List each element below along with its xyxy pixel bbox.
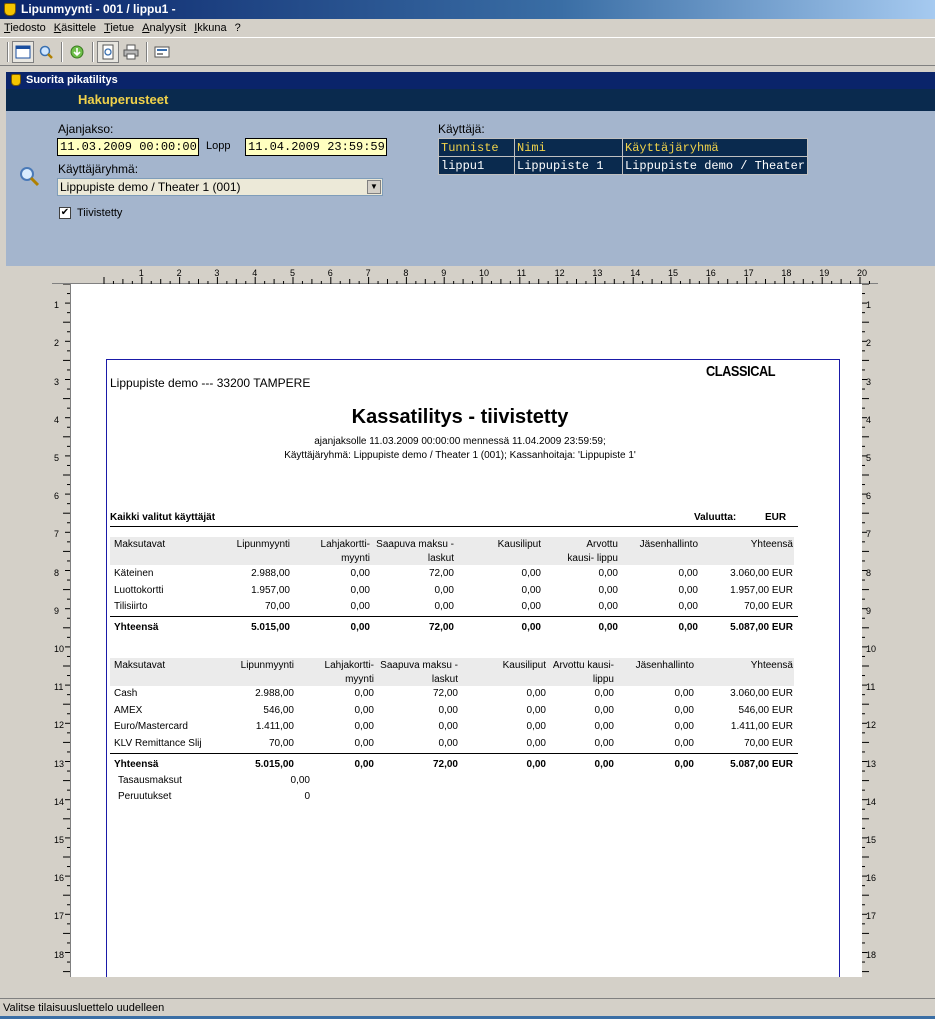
search-button[interactable] — [35, 41, 57, 63]
table1-header: Lipunmyynti — [236, 539, 290, 550]
table1-cell: 0,00 — [434, 585, 454, 596]
currency-label: Valuutta: — [694, 512, 737, 523]
ruler-number: 10 — [866, 644, 877, 654]
ruler-number: 12 — [554, 268, 565, 278]
table2-total-label: Yhteensä — [114, 759, 159, 770]
table1-cell: 2.988,00 — [251, 568, 290, 579]
toolbar-separator — [7, 42, 9, 62]
ruler-number: 11 — [866, 682, 876, 693]
panel-title: Suorita pikatilitys — [26, 74, 118, 86]
table1-cell: 0,00 — [521, 585, 541, 596]
table2-cell: KLV Remittance Slij — [114, 738, 202, 749]
table2-cell: 546,00 EUR — [738, 705, 793, 716]
condensed-checkbox[interactable]: ✔ — [60, 207, 70, 218]
ruler-number: 16 — [705, 268, 716, 278]
table1-header: Lahjakortti- — [320, 539, 370, 550]
table2-header: Arvottu kausi- — [552, 660, 614, 671]
ruler-number: 14 — [866, 796, 877, 807]
window-view-button[interactable] — [12, 41, 34, 63]
ruler-number: 18 — [781, 268, 792, 278]
menu-bar — [0, 19, 935, 38]
ruler-number: 10 — [479, 268, 490, 278]
table2-cell: 3.060,00 EUR — [730, 688, 793, 699]
start-date-input[interactable]: 11.03.2009 00:00:00 — [57, 138, 199, 156]
table1-header: Yhteensä — [750, 539, 793, 550]
ruler-number: 14 — [54, 796, 65, 807]
ruler-number: 6 — [866, 491, 872, 502]
menu-tietue[interactable]: Tietue — [104, 22, 135, 34]
table1-cell: 3.060,00 EUR — [730, 568, 793, 579]
ruler-number: 2 — [866, 338, 872, 349]
ruler-number: 2 — [176, 268, 182, 278]
table2-cell: AMEX — [114, 705, 143, 716]
summary-value: 0,00 — [290, 775, 310, 786]
ruler-number: 20 — [857, 268, 868, 278]
table1-cell: 0,00 — [521, 568, 541, 579]
ruler-number: 17 — [54, 911, 65, 922]
ruler-number: 7 — [54, 529, 60, 540]
user-name-cell[interactable]: Lippupiste 1 — [515, 157, 623, 175]
table2-total-cell: 5.087,00 EUR — [730, 759, 793, 770]
panel-titlebar — [6, 72, 935, 89]
export-icon — [154, 44, 170, 60]
ruler-number: 9 — [54, 605, 60, 616]
ruler-number: 13 — [866, 758, 877, 769]
table1-total-cell: 0,00 — [521, 622, 541, 633]
user-col-name[interactable]: Nimi — [515, 139, 623, 157]
ruler-number: 2 — [54, 338, 60, 349]
ruler-number: 18 — [866, 949, 877, 960]
report-subtitle-2: Käyttäjäryhmä: Lippupiste demo / Theater 1 (001); Kassanhoitaja: 'Lippupiste 1' — [284, 450, 636, 461]
ruler-number: 10 — [54, 644, 65, 654]
user-group-label: Käyttäjäryhmä: — [58, 162, 139, 176]
ruler-number: 15 — [866, 835, 877, 845]
ruler-number: 6 — [54, 491, 60, 502]
ruler-number: 12 — [866, 720, 877, 731]
table1-header: Jäsenhallinto — [639, 539, 698, 550]
toolbar — [0, 38, 935, 66]
ruler-number: 3 — [866, 376, 872, 387]
report-subtitle-1: ajanjaksolle 11.03.2009 00:00:00 mennessä 11.04.2009 23:59:59; — [314, 436, 606, 447]
status-text: Valitse tilaisuusluettelo uudelleen — [3, 1002, 165, 1014]
table2-cell: Euro/Mastercard — [114, 721, 188, 732]
chevron-down-icon[interactable]: ▼ — [367, 180, 381, 194]
ruler-number: 8 — [866, 567, 872, 578]
user-col-id[interactable]: Tunniste — [439, 139, 515, 157]
ruler-number: 1 — [138, 268, 144, 278]
summary-label: Peruutukset — [118, 791, 172, 802]
ruler-number: 3 — [54, 376, 60, 387]
table1-total-cell: 5.015,00 — [251, 622, 290, 633]
table2-cell: 0,00 — [354, 688, 374, 699]
ruler-number: 16 — [54, 873, 65, 884]
table2-cell: 0,00 — [674, 688, 694, 699]
table2-cell: 0,00 — [594, 705, 614, 716]
table1-cell: 1.957,00 — [251, 585, 290, 596]
table2-header: Lipunmyynti — [240, 660, 294, 671]
ruler-number: 4 — [54, 414, 60, 425]
table1-cell: 0,00 — [521, 601, 541, 612]
print-preview-button[interactable] — [97, 41, 119, 63]
ruler-number: 15 — [54, 835, 65, 845]
table2-cell: 2.988,00 — [255, 688, 294, 699]
table2-total-cell: 72,00 — [432, 759, 458, 770]
ruler-number: 13 — [592, 268, 603, 278]
ruler-number: 1 — [866, 300, 872, 311]
table1-cell: 70,00 EUR — [744, 601, 793, 612]
user-table-row[interactable] — [439, 157, 808, 175]
ruler-number: 11 — [54, 682, 64, 693]
table2-cell: 0,00 — [674, 705, 694, 716]
summary-label: Tasausmaksut — [118, 775, 182, 786]
table1-cell: 0,00 — [350, 601, 370, 612]
user-table — [438, 138, 808, 175]
table1-cell: 0,00 — [598, 601, 618, 612]
ruler-number: 1 — [54, 300, 60, 311]
table2-cell: 0,00 — [526, 688, 546, 699]
ruler-number: 17 — [866, 911, 877, 922]
table2-total-cell: 5.015,00 — [255, 759, 294, 770]
table2-cell: 0,00 — [354, 721, 374, 732]
download-icon — [69, 44, 85, 60]
table1-header: Saapuva maksu - — [376, 539, 454, 550]
ruler-number: 5 — [54, 453, 60, 463]
ruler-number: 4 — [252, 268, 258, 278]
user-id-cell[interactable]: lippu1 — [439, 157, 515, 175]
end-label: Lopp — [206, 140, 231, 152]
table1-cell: Tilisiirto — [114, 601, 148, 612]
table1-header: laskut — [427, 553, 454, 564]
table2-cell: 0,00 — [526, 738, 546, 749]
table2-header: lippu — [592, 674, 614, 685]
table2-cell: 0,00 — [526, 721, 546, 732]
ruler-number: 19 — [819, 268, 830, 278]
table2-cell: 0,00 — [594, 688, 614, 699]
search-criteria-header: Hakuperusteet — [6, 89, 935, 111]
table2-cell: 70,00 — [268, 738, 294, 749]
report-title: Kassatilitys - tiivistetty — [351, 406, 569, 428]
ruler-number: 13 — [54, 758, 65, 769]
table2-header: Maksutavat — [114, 660, 166, 671]
app-icon — [4, 3, 16, 16]
table1-total-label: Yhteensä — [114, 622, 159, 633]
export-button[interactable] — [151, 41, 173, 63]
table2-cell: 0,00 — [594, 721, 614, 732]
table2-cell: 0,00 — [526, 705, 546, 716]
user-group-value: Lippupiste demo / Theater 1 (001) — [60, 180, 241, 194]
table1-cell: Luottokortti — [114, 585, 164, 596]
table2-header: Kausiliput — [502, 660, 546, 671]
table1-cell: 0,00 — [350, 585, 370, 596]
table2-header: Lahjakortti- — [324, 660, 374, 671]
ruler-number: 17 — [743, 268, 754, 278]
condensed-label: Tiivistetty — [77, 207, 123, 219]
divider — [110, 526, 798, 527]
summary-value: 0 — [304, 791, 310, 802]
table1-cell: 70,00 — [264, 601, 290, 612]
table1-cell: 0,00 — [598, 585, 618, 596]
user-group-cell[interactable]: Lippupiste demo / Theater — [623, 157, 808, 175]
table2-cell: 0,00 — [594, 738, 614, 749]
table1-total-cell: 5.087,00 EUR — [730, 622, 793, 633]
toolbar-separator — [146, 42, 148, 62]
ruler-number: 5 — [866, 453, 872, 463]
menu-kasittele[interactable]: Käsittele — [53, 22, 96, 34]
classical-logo: CLASSICAL — [706, 363, 776, 380]
table1-header: kausi- lippu — [567, 553, 618, 564]
table1-total-cell: 0,00 — [350, 622, 370, 633]
window-title: Lipunmyynti - 001 / lippu1 - — [21, 2, 176, 16]
end-date-input[interactable]: 11.04.2009 23:59:59 — [245, 138, 387, 156]
table2-cell: 0,00 — [438, 721, 458, 732]
toolbar-separator — [92, 42, 94, 62]
ruler-number: 9 — [441, 268, 447, 278]
ruler-number: 11 — [516, 268, 527, 278]
ruler-number: 15 — [668, 268, 679, 278]
table2-header: Saapuva maksu - — [380, 660, 458, 671]
app-icon — [11, 74, 21, 86]
print-button[interactable] — [120, 41, 142, 63]
table2-header: myynti — [345, 674, 374, 685]
ruler-number: 9 — [866, 605, 872, 616]
divider — [110, 616, 798, 617]
ruler-number: 18 — [54, 949, 65, 960]
menu-analyysit[interactable]: Analyysit — [142, 22, 187, 34]
ruler-number: 5 — [290, 268, 296, 278]
table1-cell: 0,00 — [434, 601, 454, 612]
magnifier-icon — [38, 44, 54, 60]
user-table-header — [439, 139, 808, 157]
download-button[interactable] — [66, 41, 88, 63]
window-titlebar — [0, 0, 935, 19]
table1-total-cell: 0,00 — [678, 622, 698, 633]
table2-cell: 0,00 — [354, 738, 374, 749]
report-company: Lippupiste demo --- 33200 TAMPERE — [110, 376, 311, 390]
table2-cell: 70,00 EUR — [744, 738, 793, 749]
search-magnifier-icon[interactable] — [18, 165, 40, 187]
table2-header: Jäsenhallinto — [635, 660, 694, 671]
ruler-number: 16 — [866, 873, 877, 884]
ruler-number: 4 — [866, 414, 872, 425]
table2-cell: 1.411,00 EUR — [730, 721, 793, 732]
all-users-label: Kaikki valitut käyttäjät — [110, 512, 216, 523]
ruler-number: 12 — [54, 720, 65, 731]
table1-cell: 0,00 — [350, 568, 370, 579]
table1-header: myynti — [341, 553, 370, 564]
table1-cell: 0,00 — [678, 568, 698, 579]
window-icon — [15, 44, 31, 60]
table2-total-cell: 0,00 — [674, 759, 694, 770]
table2-cell: 0,00 — [674, 738, 694, 749]
table2-cell: 0,00 — [438, 705, 458, 716]
table1-cell: 72,00 — [428, 568, 454, 579]
print-preview-icon — [100, 44, 116, 60]
table2-total-cell: 0,00 — [354, 759, 374, 770]
table2-cell: 72,00 — [432, 688, 458, 699]
table2-cell: 0,00 — [674, 721, 694, 732]
table2-cell: 1.411,00 — [255, 721, 294, 732]
ruler-number: 8 — [54, 567, 60, 578]
user-label: Käyttäjä: — [438, 122, 485, 136]
divider — [110, 753, 798, 754]
menu-ikkuna[interactable]: Ikkuna — [194, 22, 227, 34]
user-col-group[interactable]: Käyttäjäryhmä — [623, 139, 808, 157]
ruler-number: 14 — [630, 268, 641, 278]
status-bar — [0, 998, 935, 1019]
table1-cell: 0,00 — [598, 568, 618, 579]
ruler-number: 7 — [866, 529, 872, 540]
menu-tiedosto[interactable]: Tiedosto — [4, 22, 46, 34]
ruler-number: 8 — [403, 268, 409, 278]
table2-total-cell: 0,00 — [526, 759, 546, 770]
table2-cell: Cash — [114, 688, 138, 699]
table2-cell: 546,00 — [263, 705, 294, 716]
table1-total-cell: 72,00 — [428, 622, 454, 633]
menu-help[interactable]: ? — [234, 22, 241, 34]
printer-icon — [123, 44, 139, 60]
ruler-number: 6 — [327, 268, 333, 278]
table1-total-cell: 0,00 — [598, 622, 618, 633]
table1-cell: 1.957,00 EUR — [730, 585, 793, 596]
toolbar-separator — [61, 42, 63, 62]
table2-header: Yhteensä — [750, 660, 793, 671]
period-label: Ajanjakso: — [58, 122, 114, 136]
table1-header: Maksutavat — [114, 539, 166, 550]
table2-cell: 0,00 — [438, 738, 458, 749]
table1-cell: 0,00 — [678, 601, 698, 612]
table2-total-cell: 0,00 — [594, 759, 614, 770]
ruler-number: 7 — [365, 268, 371, 278]
ruler-number: 3 — [214, 268, 220, 278]
table1-header: Arvottu — [586, 539, 618, 550]
table1-cell: Käteinen — [114, 568, 154, 579]
table2-header: laskut — [431, 674, 458, 685]
table2-cell: 0,00 — [354, 705, 374, 716]
currency-value: EUR — [765, 512, 787, 523]
table1-header: Kausiliput — [497, 539, 541, 550]
table1-cell: 0,00 — [678, 585, 698, 596]
user-group-select[interactable] — [57, 178, 383, 196]
